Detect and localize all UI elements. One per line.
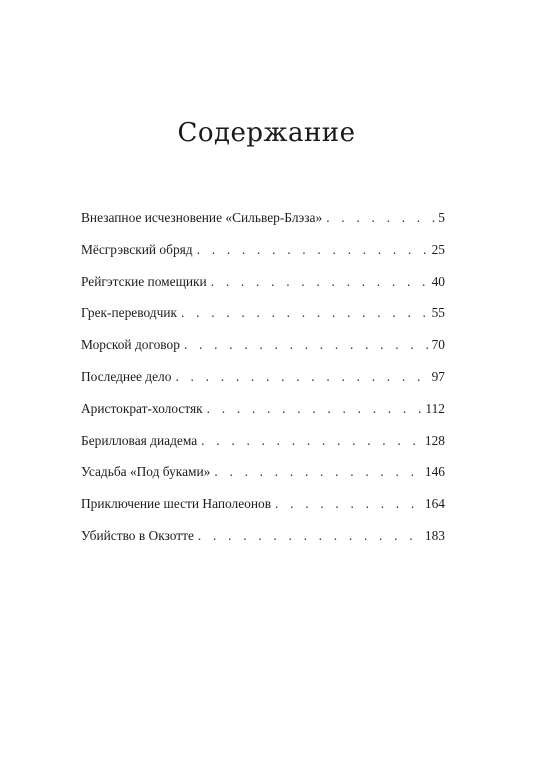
toc-entry [81, 399, 445, 431]
toc-entry-title: Аристократ-холостяк [81, 400, 203, 416]
toc-entry [81, 494, 445, 526]
toc-page-number: 25 [431, 241, 445, 257]
toc-entry [81, 462, 445, 494]
toc-entry-title: Внезапное исчезновение «Сильвер-Блэза» [81, 210, 323, 225]
toc-entry [81, 431, 445, 463]
toc-entry [81, 367, 445, 399]
toc-entry-title: Грек-переводчик [81, 305, 178, 321]
toc-page-number: 55 [431, 305, 445, 321]
dot-leader [184, 335, 429, 355]
toc-entry-title: Последнее дело [81, 368, 172, 384]
toc-entry-title: Берилловая диадема [81, 432, 198, 448]
dot-leader [181, 303, 429, 323]
toc-page-number: 70 [431, 337, 445, 353]
toc-page-number: 183 [424, 527, 445, 543]
toc-entry [81, 272, 445, 304]
dot-leader [326, 208, 435, 228]
toc-page-number: 164 [424, 496, 445, 512]
toc-page-number: 40 [431, 273, 445, 289]
dot-leader [211, 272, 429, 292]
toc-page-number: 97 [431, 368, 445, 384]
toc-entry-title: Усадьба «Под буками» [81, 464, 211, 480]
toc-page-number: 128 [424, 432, 445, 448]
toc-page-number: 112 [425, 400, 445, 416]
toc-entry-title: Мёсгрэвский обряд [81, 241, 193, 257]
table-of-contents [81, 208, 445, 558]
toc-entry [81, 526, 445, 558]
dot-leader [175, 367, 428, 387]
toc-entry-title: Морской договор [81, 337, 180, 353]
toc-page-number: 146 [424, 464, 445, 480]
toc-page-number: 5 [438, 210, 445, 225]
toc-entry-title: Рейгэтские помещики [81, 273, 207, 289]
dot-leader [197, 240, 429, 260]
toc-entry [81, 240, 445, 272]
dot-leader [214, 462, 422, 482]
toc-entry-title: Приключение шести Наполеонов [81, 496, 272, 512]
dot-leader [201, 431, 422, 451]
dot-leader [275, 494, 422, 514]
dot-leader [198, 526, 422, 546]
toc-entry [81, 208, 445, 240]
dot-leader [207, 399, 423, 419]
toc-entry [81, 335, 445, 367]
contents-heading: Содержание [177, 118, 356, 148]
toc-entry-title: Убийство в Окзотте [81, 527, 194, 543]
toc-entry [81, 303, 445, 335]
